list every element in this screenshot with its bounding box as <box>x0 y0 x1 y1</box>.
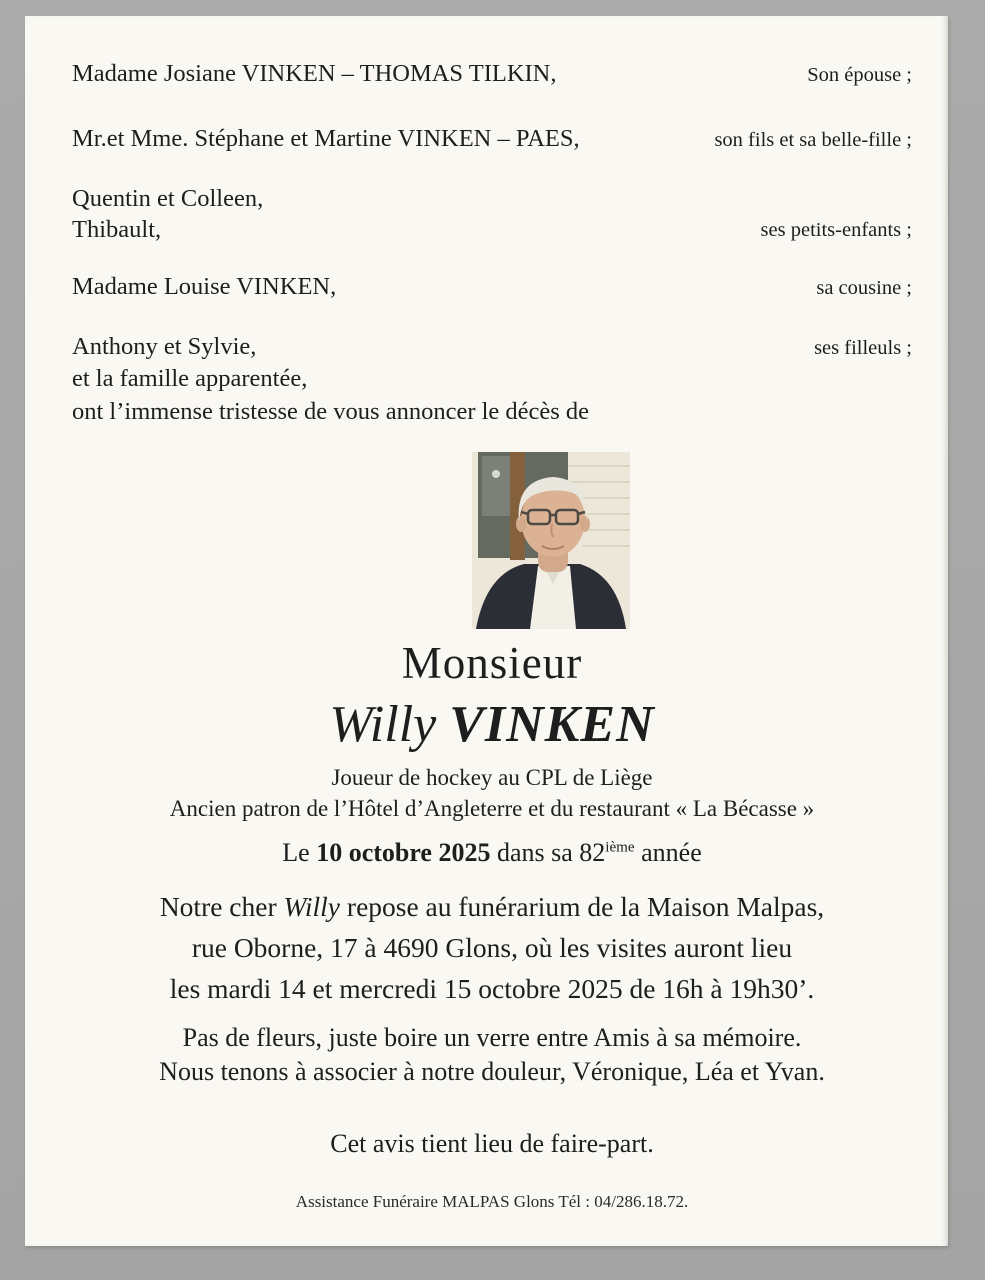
biography-lines <box>72 762 912 824</box>
family-name: Mr.et Mme. Stéphane et Martine VINKEN – PAES, <box>72 125 580 152</box>
family-name: Madame Josiane VINKEN – THOMAS TILKIN, <box>72 60 557 87</box>
family-name: Quentin et Colleen, <box>72 185 264 212</box>
relation-label: ses petits-enfants ; <box>760 219 912 241</box>
wake-line-part: Notre cher <box>159 891 284 922</box>
age-suffix-superscript: ième <box>605 839 635 856</box>
family-row-spouse <box>72 58 912 90</box>
biography-line: Joueur de hockey au CPL de Liège <box>331 765 653 790</box>
family-section <box>72 58 912 363</box>
family-row-cousin <box>72 271 912 303</box>
deceased-last-name: VINKEN <box>449 696 655 753</box>
faire-part-notice: Cet avis tient lieu de faire-part. <box>330 1129 654 1158</box>
biography-line: Ancien patron de l’Hôtel d’Angleterre et du restaurant « La Bécasse » <box>169 796 815 821</box>
relation-label: sa cousine ; <box>816 277 912 299</box>
announcement-lines <box>72 363 912 428</box>
date-prefix: Le <box>282 838 317 867</box>
title-monsieur: Monsieur <box>401 638 583 688</box>
portrait-photo-graphic <box>472 452 630 629</box>
date-middle: dans sa 82 <box>490 838 606 867</box>
family-name: Anthony et Sylvie, <box>72 333 257 360</box>
date-suffix: année <box>634 838 702 867</box>
relation-label: Son épouse ; <box>807 64 912 86</box>
wake-line-italic-name: Willy <box>283 891 341 922</box>
relation-label: ses filleuls ; <box>814 337 912 359</box>
tribute-lines <box>72 1021 912 1089</box>
family-name: Thibault, <box>72 216 162 243</box>
tribute-line: Pas de fleurs, juste boire un verre entre Amis à sa mémoire. <box>182 1023 802 1052</box>
death-date-line <box>72 838 912 868</box>
wake-line <box>72 886 912 927</box>
wake-paragraph <box>72 886 912 1009</box>
family-row-grandchildren <box>72 183 912 245</box>
portrait-photo <box>472 452 630 629</box>
family-name: Madame Louise VINKEN, <box>72 273 337 300</box>
deceased-name <box>72 695 912 754</box>
family-row-godchildren <box>72 331 912 363</box>
funeral-home-footer: Assistance Funéraire MALPAS Glons Tél : 04/286.18.72. <box>295 1192 689 1211</box>
family-row-son <box>72 123 912 155</box>
wake-line-part: repose au funérarium de la Maison Malpas, <box>340 891 825 922</box>
wake-line: rue Oborne, 17 à 4690 Glons, où les visites auront lieu <box>191 932 793 963</box>
deceased-first-name: Willy <box>329 696 437 753</box>
relation-label: son fils et sa belle-fille ; <box>714 129 912 151</box>
obituary-page <box>25 16 948 1246</box>
death-date: 10 octobre 2025 <box>316 838 491 867</box>
wake-line: les mardi 14 et mercredi 15 octobre 2025 de 16h à 19h30’. <box>169 973 815 1004</box>
announcement-line: ont l’immense tristesse de vous annoncer le décès de <box>72 397 590 425</box>
announcement-line: et la famille apparentée, <box>72 365 308 392</box>
tribute-line: Nous tenons à associer à notre douleur, Véronique, Léa et Yvan. <box>159 1057 825 1086</box>
